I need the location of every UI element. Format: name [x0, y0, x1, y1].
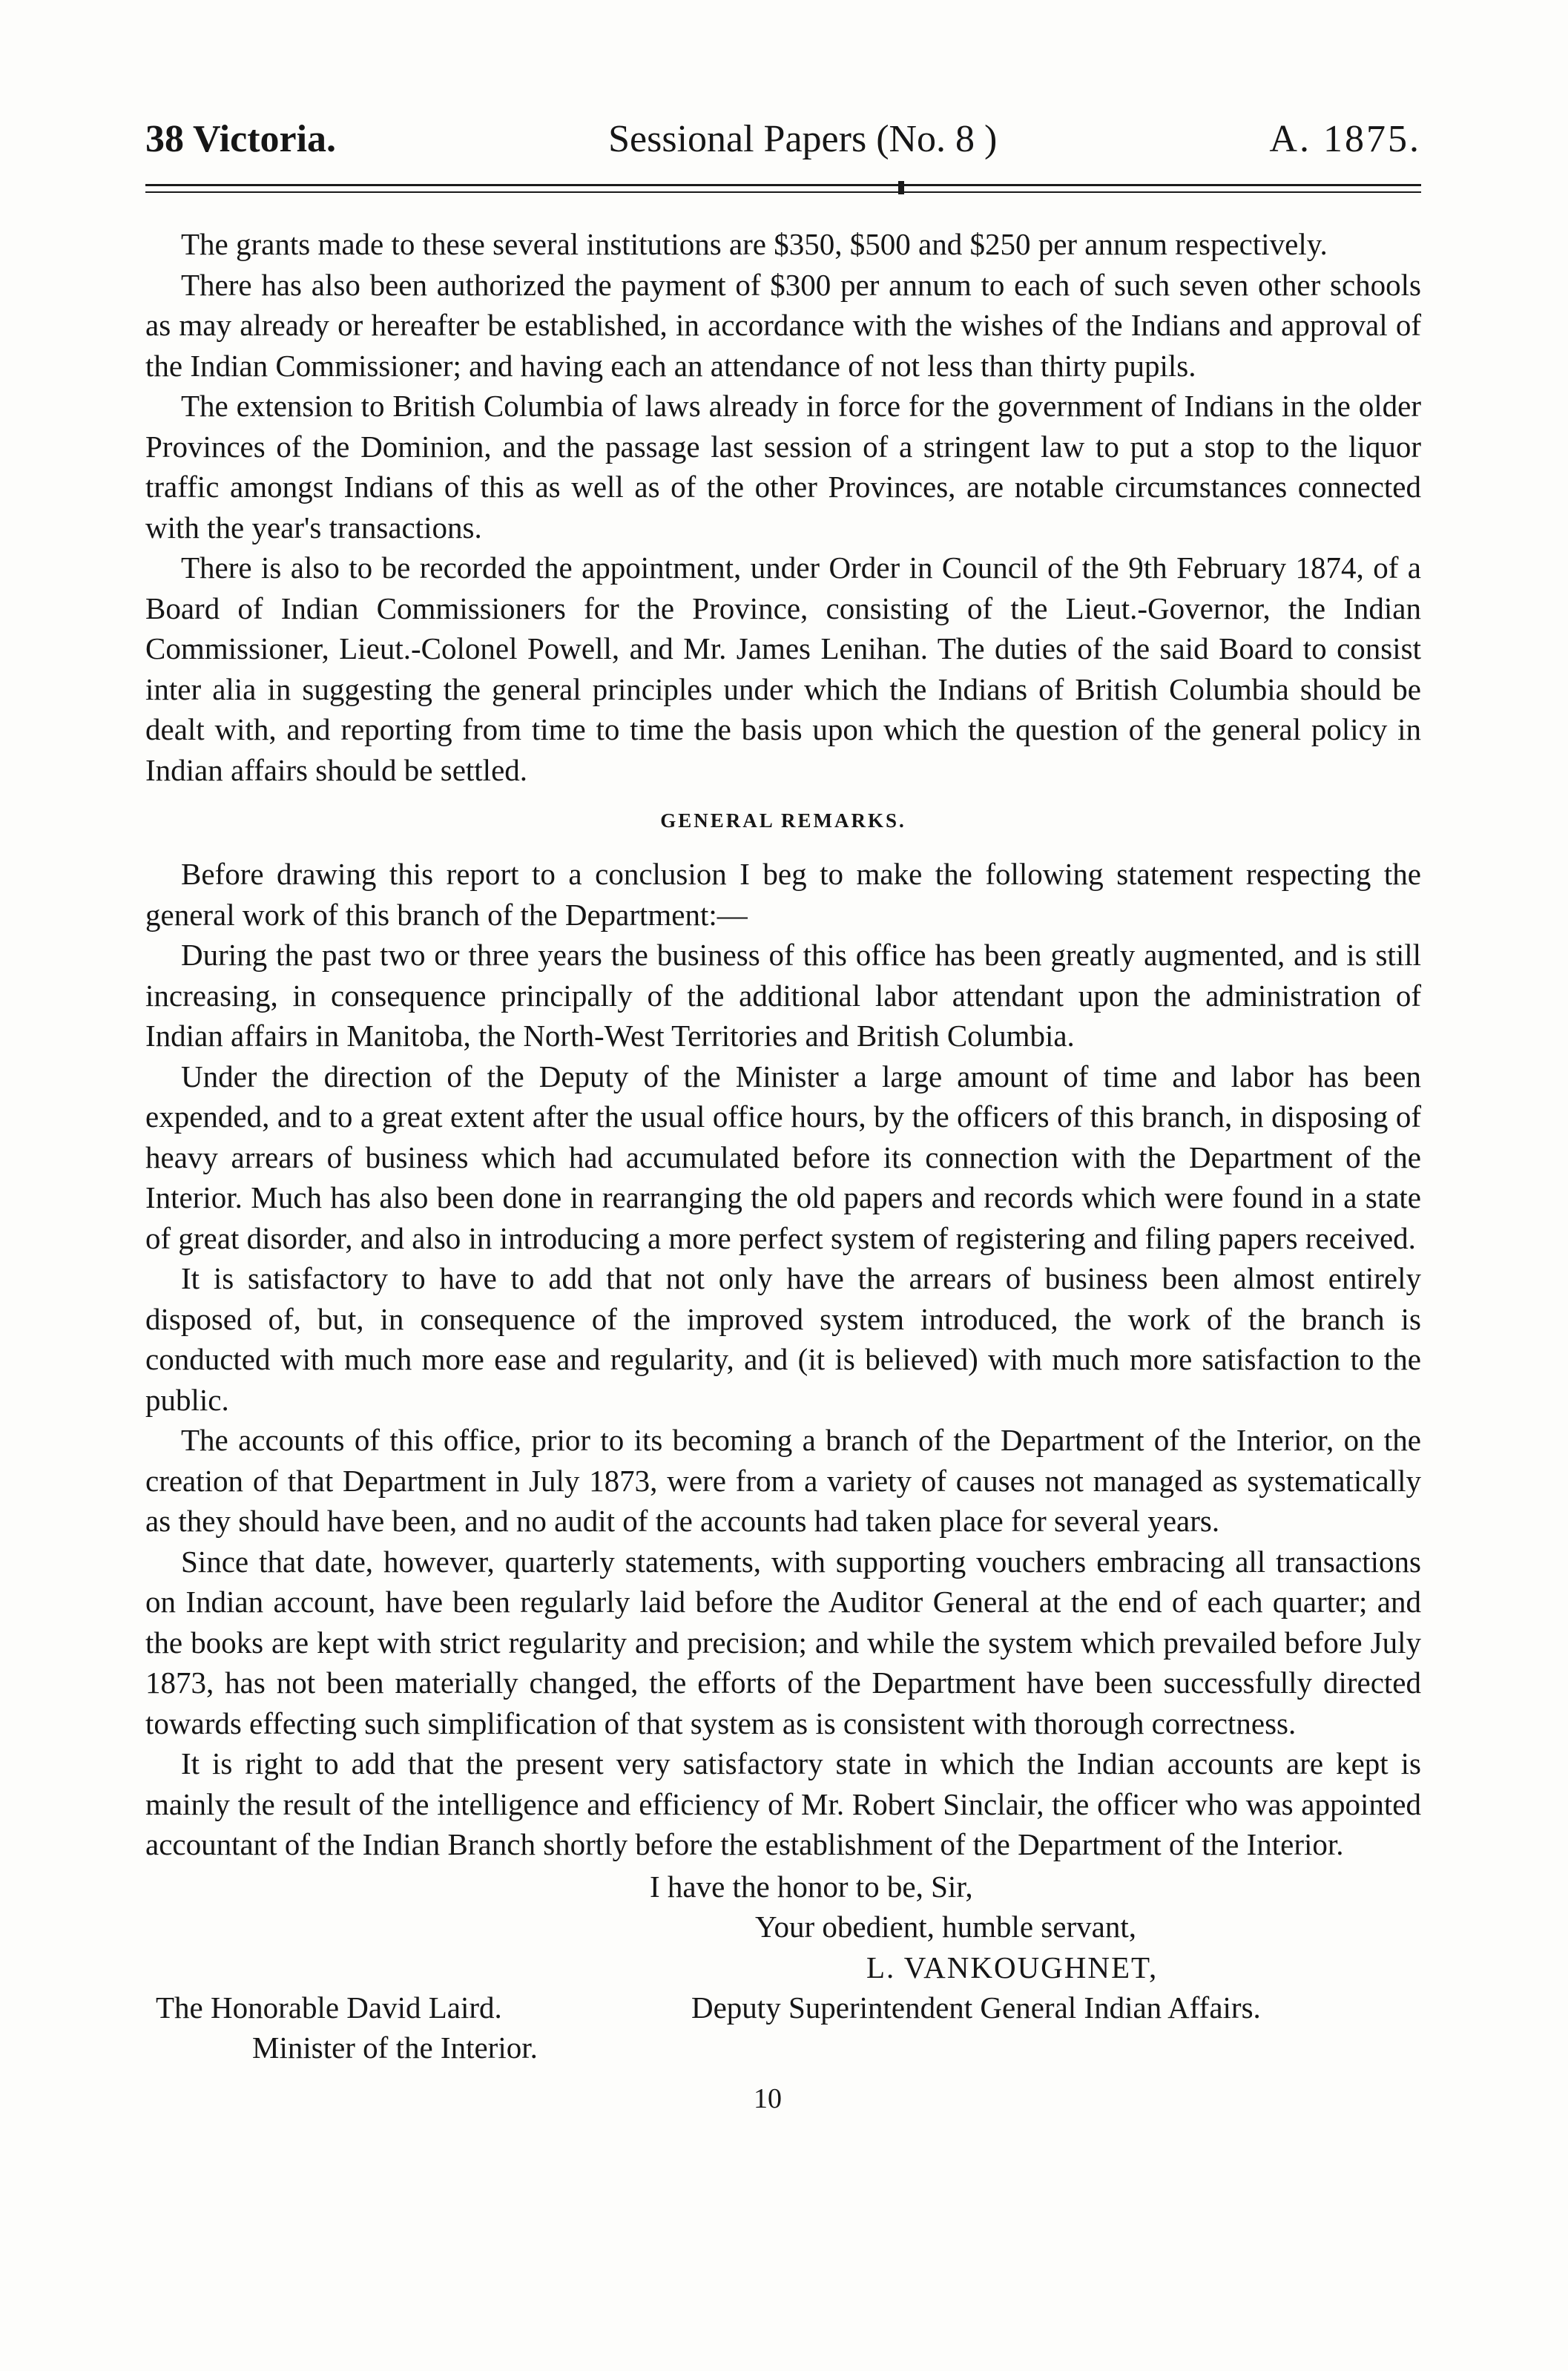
signoff-block [145, 1867, 1421, 2114]
addressee-name: The Honorable David Laird. [156, 1990, 502, 2025]
header-sessional-papers: Sessional Papers (No. 8 ) [608, 118, 998, 160]
paragraph-business-augmented: During the past two or three years the business of this office has been greatly augmented, and is still increasing, in consequence principally of the additional labor attendant upon the administration of Indian affairs in Manitoba, the North-West Territories and British Columbia. [145, 938, 1421, 1053]
header-volume: 38 Victoria. [145, 118, 337, 160]
paragraph-conclusion: Before drawing this report to a conclusion I beg to make the following statement respecting the general work of this branch of the Department:— [145, 857, 1421, 932]
closing-line: I have the honor to be, Sir, [650, 1869, 973, 1904]
section-heading-general-remarks: GENERAL REMARKS. [660, 809, 906, 832]
paragraph-board-appointment: There is also to be recorded the appointment, under Order in Council of the 9th February 1874, of a Board of Indian Commissioners for the Province, consisting of the Lieut.-Governor, the Indian Commissioner, Lieut.-Colonel Powell, and Mr. James Lenihan. The duties of the said Board to consist inter alia in suggesting the general principles under which the Indians of British Columbia should be dealt with, and reporting from time to time the basis upon which the question of the general policy in Indian affairs should be settled. [145, 550, 1421, 787]
running-header [145, 111, 1421, 168]
signer-title: Deputy Superintendent General Indian Affairs. [691, 1990, 1261, 2025]
report-body [145, 224, 1421, 1865]
paragraph-quarterly-statements: Since that date, however, quarterly statements, with supporting vouchers embracing all transactions on Indian account, have been regularly laid before the Auditor General at the end of each quarter; and the books are kept with strict regularity and precision; and while the system which prevailed before July 1873, has not been materially changed, the efforts of the Department have been successfully directed towards effecting such simplification of that system as is consistent with thorough correctness. [145, 1544, 1421, 1740]
header-year: A. 1875. [1269, 118, 1421, 160]
page-number: 10 [754, 2082, 782, 2114]
signer-name: L. VANKOUGHNET, [866, 1950, 1159, 1984]
paragraph-british-columbia-laws: The extension to British Columbia of laws already in force for the government of Indians in the older Provinces of the Dominion, and the passage last session of a stringent law to put a stop to the liquor traffic amongst Indians of this as well as of the other Provinces, are notable circumstances connected with the year's transactions. [145, 389, 1421, 545]
paragraph-deputy-direction: Under the direction of the Deputy of the Minister a large amount of time and labor has been expended, and to a great extent after the usual office hours, by the officers of this branch, in disposing of heavy arrears of business which had accumulated before its connection with the Department of the Interior. Much has also been done in rearranging the old papers and records which were found in a state of great disorder, and also in introducing a more perfect system of registering and filing papers received. [145, 1059, 1421, 1255]
paragraph-grants: The grants made to these several institutions are $350, $500 and $250 per annum respectively. [181, 227, 1328, 261]
paragraph-schools: There has also been authorized the payment of $300 per annum to each of such seven other schools as may already or hereafter be established, in accordance with the wishes of the Indians and approval of the Indian Commissioner; and having each an attendance of not less than thirty pupils. [145, 267, 1421, 383]
obedient-line: Your obedient, humble servant, [755, 1909, 1136, 1944]
paragraph-satisfactory: It is satisfactory to have to add that not only have the arrears of business been almost entirely disposed of, but, in consequence of the improved system introduced, the work of the branch is conducted with much more ease and regularity, and (it is believed) with much more satisfaction to the public. [145, 1261, 1421, 1417]
header-rule [145, 184, 1421, 193]
addressee-title: Minister of the Interior. [252, 2030, 538, 2065]
document-page [145, 111, 1421, 2322]
paragraph-accountant: It is right to add that the present very satisfactory state in which the Indian accounts are kept is mainly the result of the intelligence and efficiency of Mr. Robert Sinclair, the officer who was appointed accountant of the Indian Branch shortly before the establishment of the Department of the Interior. [145, 1746, 1421, 1861]
paragraph-accounts: The accounts of this office, prior to its becoming a branch of the Department of the Interior, on the creation of that Department in July 1873, were from a variety of causes not managed as systematically as they should have been, and no audit of the accounts had taken place for several years. [145, 1423, 1421, 1538]
